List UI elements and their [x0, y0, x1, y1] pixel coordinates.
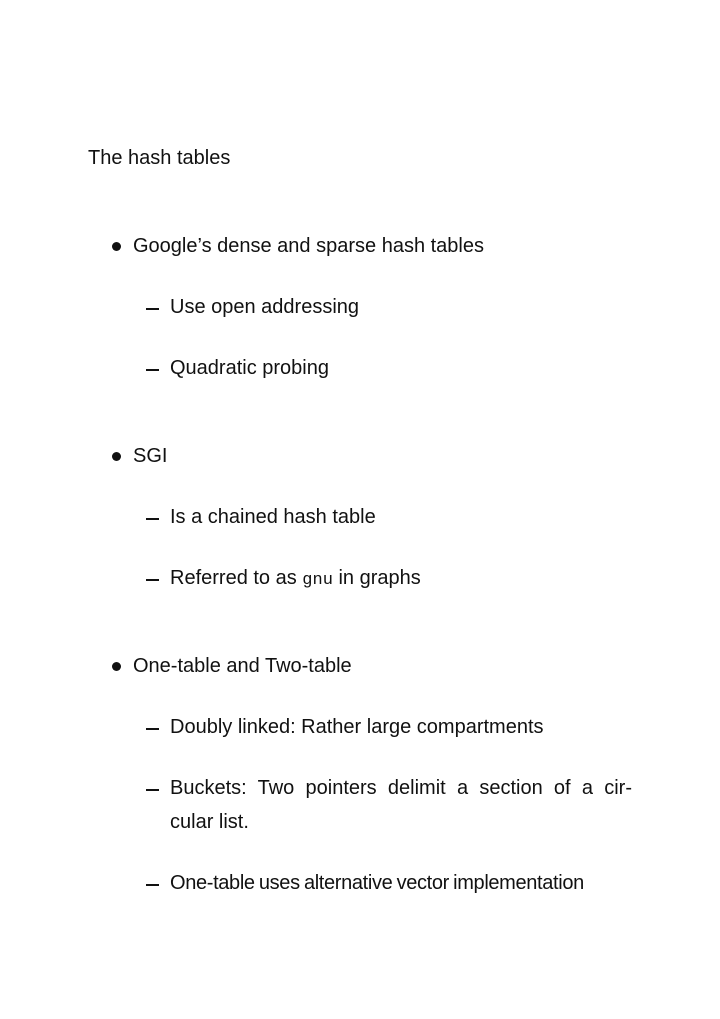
- dash-icon: [146, 789, 159, 791]
- dash-icon: [146, 518, 159, 520]
- bullet-dot: [112, 242, 121, 251]
- buckets-line-2: cular list.: [170, 811, 249, 833]
- dash-icon: [146, 308, 159, 310]
- sub-item-buckets: [170, 771, 632, 839]
- sub-item-quadratic-probing: Quadratic probing: [170, 357, 329, 379]
- bullet-google-hash-tables: Google’s dense and sparse hash tables: [133, 235, 484, 257]
- bullet-one-two-table: One-table and Two-table: [133, 655, 352, 677]
- sub-item-referred-gnu: [170, 566, 421, 593]
- sub-item-chained-hash-table: Is a chained hash table: [170, 506, 376, 528]
- code-gnu: gnu: [302, 571, 333, 590]
- slide-title: The hash tables: [88, 147, 231, 169]
- referred-after-text: in graphs: [332, 567, 421, 589]
- bullet-dot: [112, 452, 121, 461]
- bullet-sgi: SGI: [133, 445, 168, 467]
- dash-icon: [146, 884, 159, 886]
- sub-item-open-addressing: Use open addressing: [170, 296, 360, 318]
- dash-icon: [146, 369, 159, 371]
- dash-icon: [146, 579, 159, 581]
- referred-before-text: Referred to as: [170, 567, 303, 589]
- bullet-dot: [112, 662, 121, 671]
- sub-item-one-table-vector: One-table uses alternative vector implementation: [170, 872, 584, 894]
- sub-item-doubly-linked: Doubly linked: Rather large compartments: [170, 716, 544, 738]
- buckets-line-1: Buckets: Two pointers delimit a section of a cir-: [170, 777, 632, 799]
- dash-icon: [146, 728, 159, 730]
